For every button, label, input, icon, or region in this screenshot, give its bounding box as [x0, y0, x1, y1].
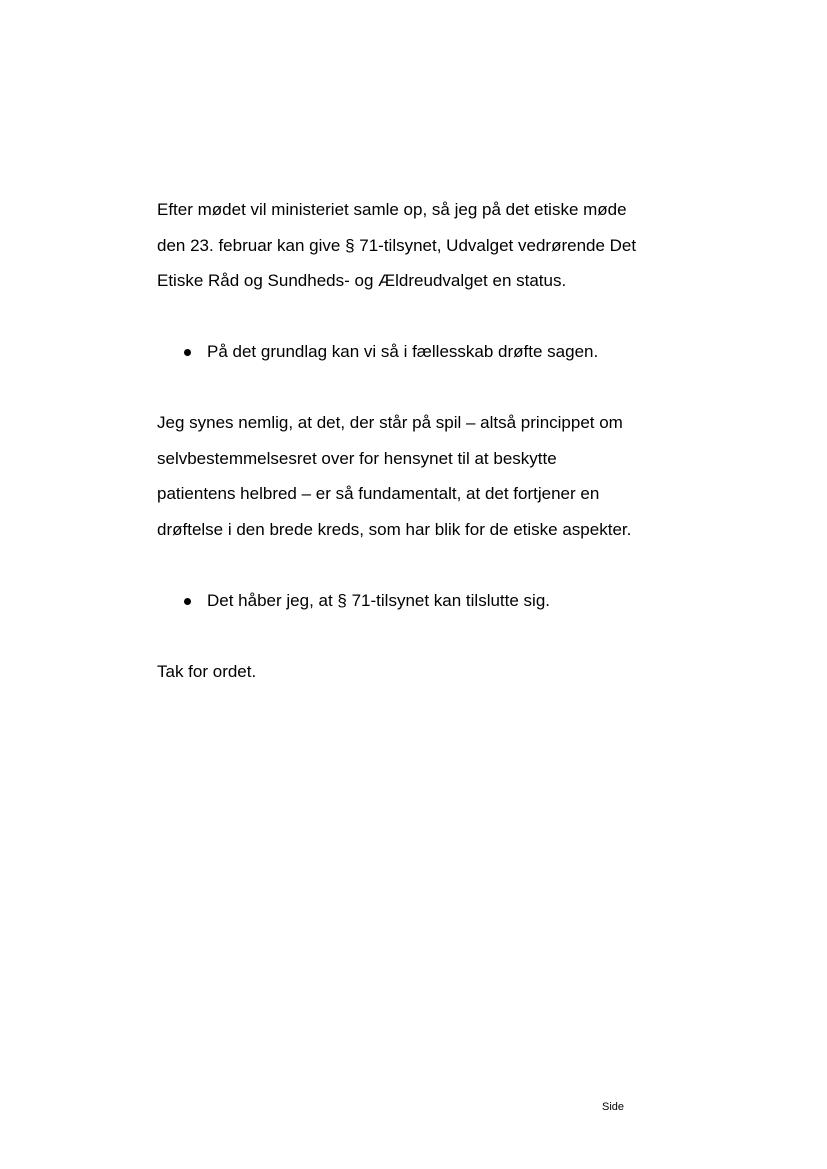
- document-body: [157, 192, 677, 689]
- text-line: selvbestemmelsesret over for hensynet til at beskytte: [157, 448, 557, 468]
- bullet-text: Det håber jeg, at § 71-tilsynet kan tilslutte sig.: [207, 590, 551, 610]
- bullet-item: [157, 334, 677, 370]
- text-line: Etiske Råd og Sundheds- og Ældreudvalget en status.: [157, 271, 567, 290]
- closing-line: [157, 654, 677, 690]
- paragraph-spacer: [157, 370, 677, 406]
- paragraph-spacer: [157, 299, 677, 335]
- bullet-dot-icon: [184, 349, 191, 356]
- paragraph-status: [157, 192, 677, 299]
- bullet-text: På det grundlag kan vi så i fællesskab drøfte sagen.: [207, 342, 599, 361]
- paragraph-spacer: [157, 547, 677, 583]
- paragraph-argument: [157, 405, 677, 547]
- bullet-dot-icon: [184, 598, 191, 605]
- text-line: drøftelse i den brede kreds, som har blik for de etiske aspekter.: [157, 519, 632, 539]
- text-line: Efter mødet vil ministeriet samle op, så jeg på det etiske møde: [157, 200, 627, 219]
- text-line: Tak for ordet.: [157, 661, 257, 681]
- page-footer-label: Side: [602, 1101, 625, 1113]
- text-line: Jeg synes nemlig, at det, der står på spil – altså princippet om: [157, 413, 623, 432]
- text-line: den 23. februar kan give § 71-tilsynet, Udvalget vedrørende Det: [157, 235, 637, 255]
- paragraph-spacer: [157, 618, 677, 654]
- bullet-item: [157, 583, 677, 619]
- text-line: patientens helbred – er så fundamentalt, at det fortjener en: [157, 484, 600, 503]
